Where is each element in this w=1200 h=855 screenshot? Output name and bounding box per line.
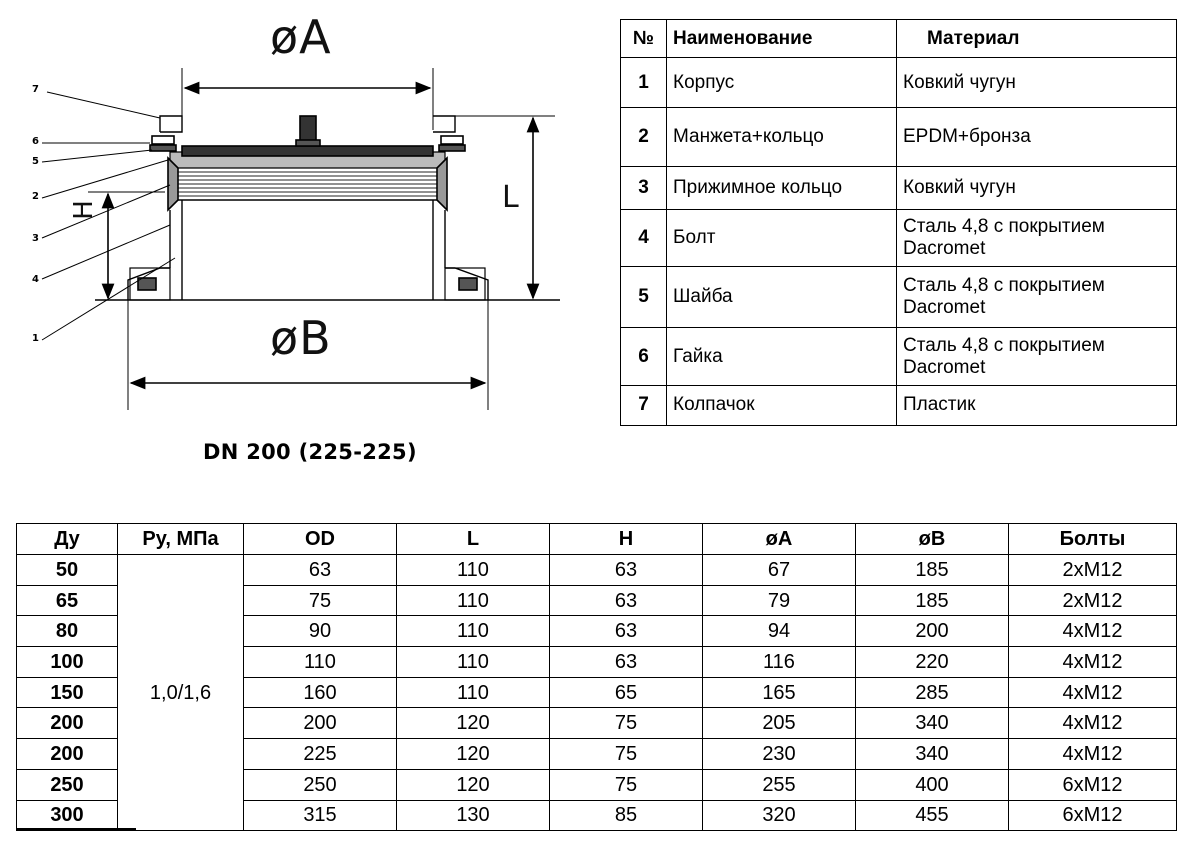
specs-cell-b: 340 [856, 739, 1009, 770]
specs-cell-od: 160 [244, 677, 397, 708]
specs-cell-dn: 200 [17, 739, 118, 770]
specs-cell-b: 455 [856, 800, 1009, 831]
specs-cell-a: 230 [703, 739, 856, 770]
specs-cell-dn: 80 [17, 616, 118, 647]
parts-header-row [621, 20, 1177, 58]
specs-header-a: øA [703, 524, 856, 555]
specs-row [17, 555, 1177, 586]
specs-cell-h: 63 [550, 585, 703, 616]
specs-cell-h: 63 [550, 647, 703, 678]
parts-row [621, 58, 1177, 108]
parts-row [621, 107, 1177, 166]
callout-5: 5 [32, 156, 39, 167]
callout-3: 3 [32, 233, 39, 244]
parts-cell-material: Ковкий чугун [897, 167, 1177, 209]
specs-cell-od: 90 [244, 616, 397, 647]
specs-cell-h: 75 [550, 739, 703, 770]
parts-cell-material: Сталь 4,8 с покрытием Dacromet [897, 266, 1177, 328]
specs-cell-a: 320 [703, 800, 856, 831]
specs-cell-a: 165 [703, 677, 856, 708]
parts-cell-no: 6 [621, 328, 667, 385]
specs-cell-b: 220 [856, 647, 1009, 678]
callout-6: 6 [32, 136, 39, 147]
parts-cell-name: Гайка [667, 328, 897, 385]
drawing-caption: DN 200 (225-225) [203, 440, 417, 464]
specs-cell-l: 110 [397, 555, 550, 586]
parts-header-name: Наименование [667, 20, 897, 58]
parts-cell-material: Пластик [897, 385, 1177, 425]
parts-row [621, 167, 1177, 209]
specs-cell-bolts: 2xM12 [1009, 585, 1177, 616]
callout-1: 1 [32, 333, 39, 344]
specs-cell-h: 63 [550, 555, 703, 586]
table-underline [16, 828, 136, 830]
specs-header-b: øB [856, 524, 1009, 555]
callout-4: 4 [32, 274, 39, 285]
specs-header-od: OD [244, 524, 397, 555]
parts-cell-name: Корпус [667, 58, 897, 108]
specs-header-dn: Ду [17, 524, 118, 555]
specs-cell-a: 94 [703, 616, 856, 647]
specs-cell-pressure: 1,0/1,6 [118, 555, 244, 831]
specs-cell-od: 75 [244, 585, 397, 616]
parts-cell-material: Сталь 4,8 с покрытием Dacromet [897, 328, 1177, 385]
parts-cell-name: Колпачок [667, 385, 897, 425]
specs-cell-dn: 50 [17, 555, 118, 586]
specs-cell-l: 110 [397, 677, 550, 708]
specs-cell-h: 75 [550, 708, 703, 739]
parts-cell-no: 1 [621, 58, 667, 108]
specs-cell-a: 116 [703, 647, 856, 678]
specs-cell-l: 130 [397, 800, 550, 831]
dimension-h-label: H [68, 200, 99, 220]
specs-cell-l: 110 [397, 647, 550, 678]
specs-cell-bolts: 4xM12 [1009, 677, 1177, 708]
specs-cell-l: 110 [397, 616, 550, 647]
specs-cell-b: 285 [856, 677, 1009, 708]
specs-cell-h: 85 [550, 800, 703, 831]
specs-cell-b: 200 [856, 616, 1009, 647]
specs-cell-dn: 150 [17, 677, 118, 708]
parts-cell-material: Ковкий чугун [897, 58, 1177, 108]
specs-header-l: L [397, 524, 550, 555]
specs-cell-od: 250 [244, 769, 397, 800]
specs-header-bolts: Болты [1009, 524, 1177, 555]
specs-header-h: H [550, 524, 703, 555]
specs-cell-b: 185 [856, 555, 1009, 586]
specs-cell-l: 120 [397, 769, 550, 800]
specs-cell-od: 200 [244, 708, 397, 739]
specs-cell-dn: 200 [17, 708, 118, 739]
dimension-a-label: øA [270, 10, 332, 64]
parts-cell-name: Прижимное кольцо [667, 167, 897, 209]
specs-cell-bolts: 4xM12 [1009, 647, 1177, 678]
parts-row [621, 328, 1177, 385]
specs-cell-h: 75 [550, 769, 703, 800]
specs-cell-l: 120 [397, 739, 550, 770]
parts-cell-material: EPDM+бронза [897, 107, 1177, 166]
specs-cell-a: 205 [703, 708, 856, 739]
specs-cell-dn: 300 [17, 800, 118, 831]
specs-cell-bolts: 6xM12 [1009, 769, 1177, 800]
specs-header-pn: Ру, МПа [118, 524, 244, 555]
dimension-b-label: øB [270, 311, 332, 365]
specs-cell-b: 185 [856, 585, 1009, 616]
specs-cell-h: 63 [550, 616, 703, 647]
specs-cell-bolts: 2xM12 [1009, 555, 1177, 586]
specs-cell-a: 79 [703, 585, 856, 616]
specs-cell-bolts: 4xM12 [1009, 739, 1177, 770]
specs-cell-dn: 65 [17, 585, 118, 616]
parts-row [621, 266, 1177, 328]
parts-table [620, 19, 1177, 426]
parts-row [621, 385, 1177, 425]
parts-row [621, 209, 1177, 266]
specs-cell-od: 110 [244, 647, 397, 678]
callout-2: 2 [32, 191, 39, 202]
parts-cell-material: Сталь 4,8 с покрытием Dacromet [897, 209, 1177, 266]
specs-cell-l: 110 [397, 585, 550, 616]
parts-cell-name: Манжета+кольцо [667, 107, 897, 166]
specs-cell-b: 400 [856, 769, 1009, 800]
specs-cell-bolts: 6xM12 [1009, 800, 1177, 831]
specs-cell-dn: 250 [17, 769, 118, 800]
specs-cell-bolts: 4xM12 [1009, 708, 1177, 739]
parts-header-material: Материал [897, 20, 1177, 58]
parts-cell-no: 2 [621, 107, 667, 166]
parts-cell-name: Болт [667, 209, 897, 266]
callout-7: 7 [32, 84, 39, 95]
specs-cell-od: 315 [244, 800, 397, 831]
coupling-drawing [0, 0, 600, 470]
specs-header-row [17, 524, 1177, 555]
dimension-l-label: L [502, 180, 519, 215]
parts-cell-name: Шайба [667, 266, 897, 328]
parts-cell-no: 5 [621, 266, 667, 328]
specs-cell-h: 65 [550, 677, 703, 708]
specs-cell-b: 340 [856, 708, 1009, 739]
parts-header-no: № [621, 20, 667, 58]
specs-cell-od: 63 [244, 555, 397, 586]
specs-table [16, 523, 1177, 831]
specs-cell-a: 255 [703, 769, 856, 800]
parts-cell-no: 7 [621, 385, 667, 425]
specs-cell-bolts: 4xM12 [1009, 616, 1177, 647]
parts-cell-no: 4 [621, 209, 667, 266]
specs-cell-l: 120 [397, 708, 550, 739]
specs-cell-od: 225 [244, 739, 397, 770]
parts-cell-no: 3 [621, 167, 667, 209]
specs-cell-a: 67 [703, 555, 856, 586]
specs-cell-dn: 100 [17, 647, 118, 678]
